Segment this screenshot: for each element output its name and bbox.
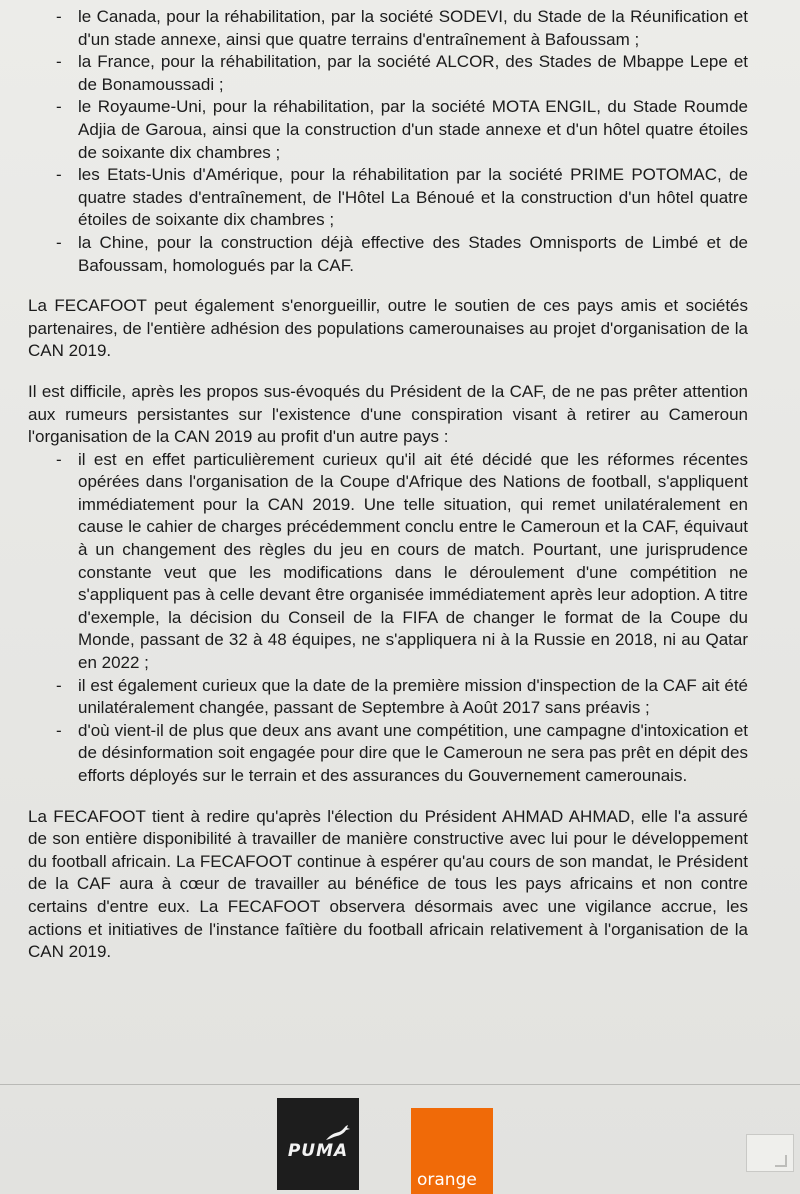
list-item-text: le Canada, pour la réhabilitation, par la société SODEVI, du Stade de la Réunification et d'un stade annexe, ainsi que quatre terrains d'entraînement à Bafoussam ;: [78, 7, 748, 49]
list-item-text: d'où vient-il de plus que deux ans avant une compétition, une campagne d'intoxication et de désinformation soit engagée pour dire que le Cameroun ne sera pas prêt en dépit des efforts déployés sur le terrain et des assurances du Gouvernement camerounais.: [78, 720, 748, 785]
bullet-dash: -: [56, 7, 62, 26]
paragraph-conspiracy-intro: Il est difficile, après les propos sus-évoqués du Président de la CAF, de ne pas prêter attention aux rumeurs persistantes sur l'existence d'une conspiration visant à retirer au Cameroun l'organisation de la CAN 2019 au profit d'un autre pays :: [28, 381, 748, 447]
paragraph-closing: La FECAFOOT tient à redire qu'après l'élection du Président AHMAD AHMAD, elle l'a assuré de son entière disponibilité à travailler de manière constructive avec lui pour le développement du football africain. La FECAFOOT continue à espérer qu'au cours de son mandat, le Président de la CAF aura à cœur de travailler au bénéfice de tous les pays africains et non contre certains d'entre eux. La FECAFOOT observera désormais avec une vigilance accrue, les actions et initiatives de l'instance faîtière du football africain relativement à l'organisation de la CAN 2019.: [28, 806, 748, 962]
list-item-text: la Chine, pour la construction déjà effective des Stades Omnisports de Limbé et de Bafoussam, homologués par la CAF.: [78, 232, 748, 275]
list-item-text: il est également curieux que la date de la première mission d'inspection de la CAF ait été unilatéralement changée, passant de Septembre à Août 2017 sans préavis ;: [78, 675, 748, 718]
puma-cat-icon: [325, 1124, 351, 1142]
list-item: [28, 51, 748, 96]
orange-logo: [411, 1108, 493, 1194]
bullet-dash: -: [56, 720, 62, 740]
bullet-dash: -: [56, 165, 62, 185]
list-item-text: la France, pour la réhabilitation, par la société ALCOR, des Stades de Mbappe Lepe et de Bonamoussadi ;: [78, 52, 748, 94]
list-item: [28, 675, 748, 720]
list-item: [28, 449, 748, 675]
fold-mark-icon: [775, 1155, 787, 1167]
list-item: [28, 164, 748, 232]
list-item: [28, 720, 748, 788]
page-fold-icon: [746, 1134, 794, 1172]
bullet-dash: -: [56, 52, 62, 72]
paragraph-support: La FECAFOOT peut également s'enorgueillir, outre le soutien de ces pays amis et sociétés partenaires, de l'entière adhésion des populations camerounaises au projet d'organisation de la CAN 2019.: [28, 296, 748, 361]
orange-logo-text: orange: [417, 1170, 477, 1190]
document-body: [28, 6, 748, 982]
bullet-dash: -: [56, 232, 62, 252]
list-item-text: le Royaume-Uni, pour la réhabilitation, par la société MOTA ENGIL, du Stade Roumde Adjia de Garoua, ainsi que la construction d'un stade annexe et d'un hôtel quatre étoiles de soixante dix chambres ;: [78, 97, 748, 162]
puma-logo: [277, 1098, 359, 1190]
list-item: [28, 96, 748, 164]
list-item-text: les Etats-Unis d'Amérique, pour la réhabilitation par la société PRIME POTOMAC, de quatre stades d'entraînement, de l'Hôtel La Bénoué et la construction d'un hôtel quatre étoiles de soixante dix chambres ;: [78, 165, 748, 230]
list-item-text: il est en effet particulièrement curieux qu'il ait été décidé que les réformes récentes opérées dans l'organisation de la Coupe d'Afrique des Nations de football, s'appliquent immédiatement pour la CAN 2019. Une telle situation, qui remet unilatéralement en cause le cahier de charges précédemment conclu entre le Cameroun et la CAF, équivaut à un changement des règles du jeu en cours de match. Pourtant, une jurisprudence constante veut que les modifications dans le déroulement d'une compétition ne s'appliquent pas à celle devant être organisée immédiatement après leur adoption. A titre d'exemple, la décision du Conseil de la FIFA de changer le format de la Coupe du Monde, passant de 32 à 48 équipes, ne s'appliquera ni à la Russie en 2018, ni au Qatar en 2022 ;: [78, 449, 748, 673]
bullet-dash: -: [56, 449, 62, 469]
list-item: [28, 6, 748, 51]
puma-logo-text: PUMA: [287, 1141, 349, 1161]
bullet-dash: -: [56, 675, 62, 695]
footer-divider: [0, 1084, 800, 1085]
bullet-dash: -: [56, 97, 62, 117]
partner-countries-list: [28, 6, 748, 277]
list-item: [28, 232, 748, 277]
conspiracy-points-list: [28, 449, 748, 788]
